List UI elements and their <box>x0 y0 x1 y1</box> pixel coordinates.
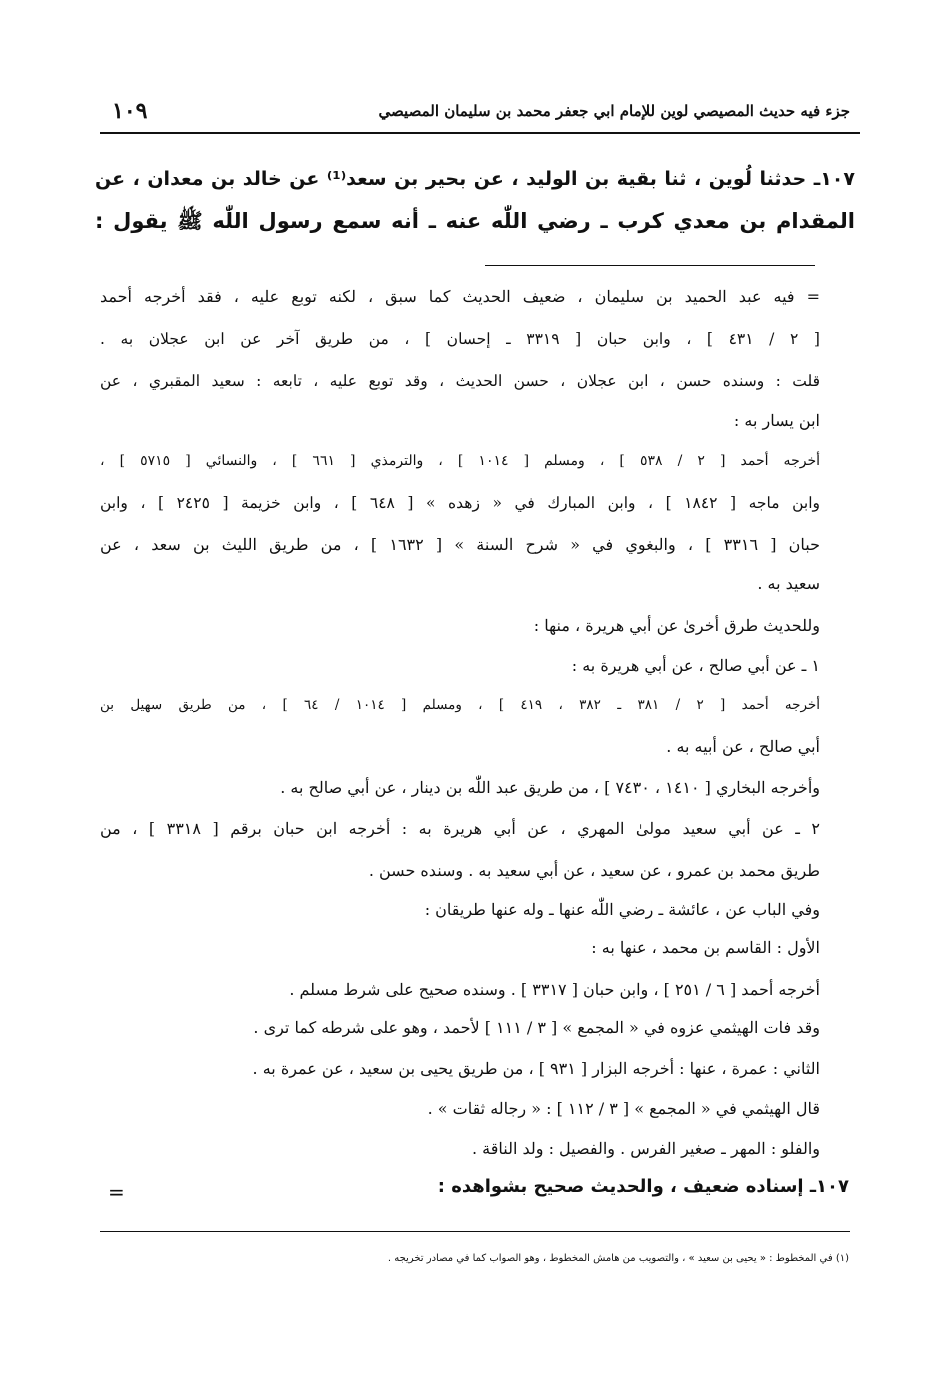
note-line-10: ١ ـ عن أبي صالح ، عن أبي هريرة به : <box>571 656 820 675</box>
note-line-11: أخرجه أحمد [ ٢ / ٣٨١ ـ ٣٨٢ ، ٤١٩ ] ، ومسلم [ ١٠١٤ / ٦٤ ] ، من طريق سهيل بن <box>100 697 820 713</box>
hadith-line-2: المقدام بن معدي كرب ـ رضي اللّٰه عنه ـ أنه سمع رسول اللّٰه ﷺ يقول : <box>95 209 855 233</box>
note-line-13: وأخرجه البخاري [ ١٤١٠ ، ٧٤٣٠ ] ، من طريق عبد اللّٰه بن دينار ، عن أبي صالح به . <box>280 778 820 797</box>
note-line-9: وللحديث طرق أخرىٰ عن أبي هريرة ، منها : <box>533 616 820 635</box>
footnote-rule <box>100 1231 850 1232</box>
note-line-8: سعيد به . <box>757 574 820 593</box>
note-line-2: [ ٢ / ٤٣١ ] ، وابن حبان [ ٣٣١٩ ـ إحسان ] ، من طريق آخر عن ابن عجلان به . <box>100 330 820 348</box>
running-header <box>100 98 860 128</box>
continuation-mark: = <box>108 1180 125 1204</box>
note-line-16: وفي الباب عن ، عائشة ـ رضي اللّٰه عنها ـ وله عنها طريقان : <box>424 900 820 919</box>
header-rule <box>100 132 860 134</box>
note-line-22: والفلو : المهر ـ صغير الفرس . والفصيل : ولد الناقة . <box>471 1139 820 1158</box>
section-separator <box>485 265 815 266</box>
footnote: (١) في المخطوط : « يحيى بن سعيد » ، والتصويب من هامش المخطوط ، وهو الصواب كما في مصادر تخريجه . <box>387 1253 849 1264</box>
note-line-4: ابن يسار به : <box>733 411 820 430</box>
note-line-17: الأول : القاسم بن محمد ، عنها به : <box>591 938 820 957</box>
header-title: جزء فيه حديث المصيصي لوين للإمام ابي جعفر محمد بن سليمان المصيصي <box>378 102 850 120</box>
note-line-1: = فيه عبد الحميد بن سليمان ، ضعيف الحديث كما سبق ، لكنه توبع عليه ، فقد أخرجه أحمد <box>100 287 820 306</box>
note-line-12: أبي صالح ، عن أبيه به . <box>666 737 820 756</box>
note-line-15: طريق محمد بن عمرو ، عن سعيد ، عن أبي سعيد به . وسنده حسن . <box>368 861 820 880</box>
note-line-20: الثاني : عمرة ، عنها : أخرجه البزار [ ٩٣١ ] ، من طريق يحيى بن سعيد ، عن عمرة به . <box>252 1059 820 1078</box>
grading-line: ١٠٧ـ إسناده ضعيف ، والحديث صحيح بشواهده : <box>437 1176 849 1197</box>
note-line-19: وقد فات الهيثمي عزوه في « المجمع » [ ٣ / ١١١ ] لأحمد ، وهو على شرطه كما ترى . <box>253 1018 820 1037</box>
note-line-7: حبان [ ٣٣١٦ ] ، والبغوي في « شرح السنة » [ ١٦٣٢ ] ، من طريق الليث بن سعد ، عن <box>100 535 820 554</box>
hadith-text <box>95 158 855 242</box>
note-line-5: أخرجه أحمد [ ٢ / ٥٣٨ ] ، ومسلم [ ١٠١٤ ] ، والترمذي [ ٦٦١ ] ، والنسائي [ ٥٧١٥ ] ، <box>100 453 820 469</box>
hadith-line-1: ١٠٧ـ حدثنا لُوين ، ثنا بقية بن الوليد ، عن بحير بن سعد⁽¹⁾ عن خالد بن معدان ، عن <box>95 168 855 190</box>
note-line-18: أخرجه أحمد [ ٦ / ٢٥١ ] ، وابن حبان [ ٣٣١٧ ] . وسنده صحيح على شرط مسلم . <box>289 980 820 999</box>
note-line-6: وابن ماجه [ ١٨٤٢ ] ، وابن المبارك في « زهده » [ ٦٤٨ ] ، وابن خزيمة [ ٢٤٢٥ ] ، وابن <box>100 494 820 512</box>
note-line-14: ٢ ـ عن أبي سعيد مولىٰ المهري ، عن أبي هريرة به : أخرجه ابن حبان برقم [ ٣٣١٨ ] ، من <box>100 819 820 838</box>
note-line-21: قال الهيثمي في « المجمع » [ ٣ / ١١٢ ] : « رجاله ثقات » . <box>427 1099 820 1118</box>
note-line-3: قلت : وسنده حسن ، ابن عجلان ، حسن الحديث ، وقد توبع عليه ، تابعه : سعيد المقبري ، عن <box>100 372 820 390</box>
page-number: ١٠٩ <box>112 98 148 124</box>
